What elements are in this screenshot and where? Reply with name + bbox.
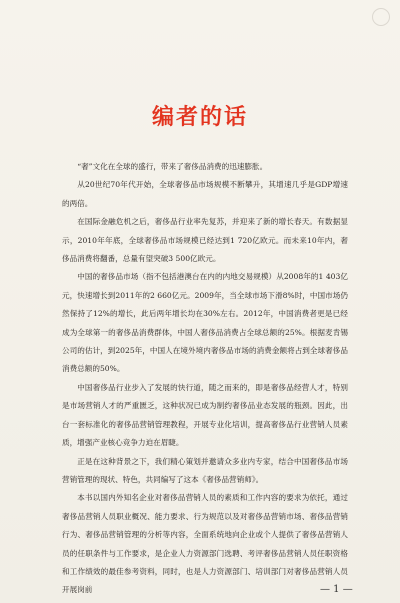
body-text <box>62 158 348 600</box>
paragraph: 正是在这种背景之下，我们精心策划并邀请众多业内专家，结合中国奢侈品市场营销管理的现状、特色，共同编写了这本《奢侈品营销师》。 <box>62 456 348 484</box>
page-title: 编者的话 <box>151 105 248 130</box>
paragraph: 在国际金融危机之后，奢侈品行业率先复苏，并迎来了新的增长春天。有数据显示，2010年年底，全球奢侈品市场规模已经达到1 720亿欧元。而未来10年内，奢侈品消费将翻番，总量有望突破3 500亿欧元。 <box>62 217 348 264</box>
page-number: — 1 — <box>320 584 353 595</box>
paragraph: 中国的奢侈品市场（指不包括港澳台在内的内地交易规模）从2008年的1 403亿元，快速增长到2011年的2 660亿元。2009年，当全球市场下滑8%时，中国市场仍然保持了12%的增长，此后两年增长均在30%左右。2012年，中国消费者更是已经成为全球第一的奢侈品消费群体，中国人奢侈品消费占全球总额的25%。根据麦肯锡公司的估计，到2025年，中国人在境外境内奢侈品市场的消费金额将占到全球奢侈品消费总额的50%。 <box>62 272 348 374</box>
paragraph: 从20世纪70年代开始，全球奢侈品市场规模不断攀升，其增速几乎是GDP增速的两倍。 <box>62 180 348 208</box>
seal-icon <box>372 8 390 26</box>
paragraph: “奢”文化在全球的盛行，带来了奢侈品消费的迅速膨胀。 <box>77 162 268 171</box>
paragraph: 本书以国内外知名企业对奢侈品营销人员的素质和工作内容的要求为依托，通过奢侈品营销人员职业概况、能力要求、行为规范以及对奢侈品营销市场、奢侈品营销行为、奢侈品营销管理的分析等内容，全面系统地向企业或个人提供了奢侈品营销人员的任职条件与工作要求，是企业人力资源部门选聘、考评奢侈品营销人员任职资格和工作绩效的最佳参考资料，同时，也是人力资源部门、培训部门对奢侈品营销人员开展岗前 <box>62 493 348 595</box>
header-watermark <box>300 8 390 30</box>
paragraph: 中国奢侈品行业步入了发展的快行道，随之而来的，即是奢侈品经营人才，特别是市场营销人才的严重匮乏，这种状况已成为制约奢侈品业态发展的瓶颈。因此，出台一套标准化的奢侈品营销管理教程，开展专业化培训，提高奢侈品行业营销人员素质，增强产业核心竞争力迫在眉睫。 <box>62 382 348 448</box>
